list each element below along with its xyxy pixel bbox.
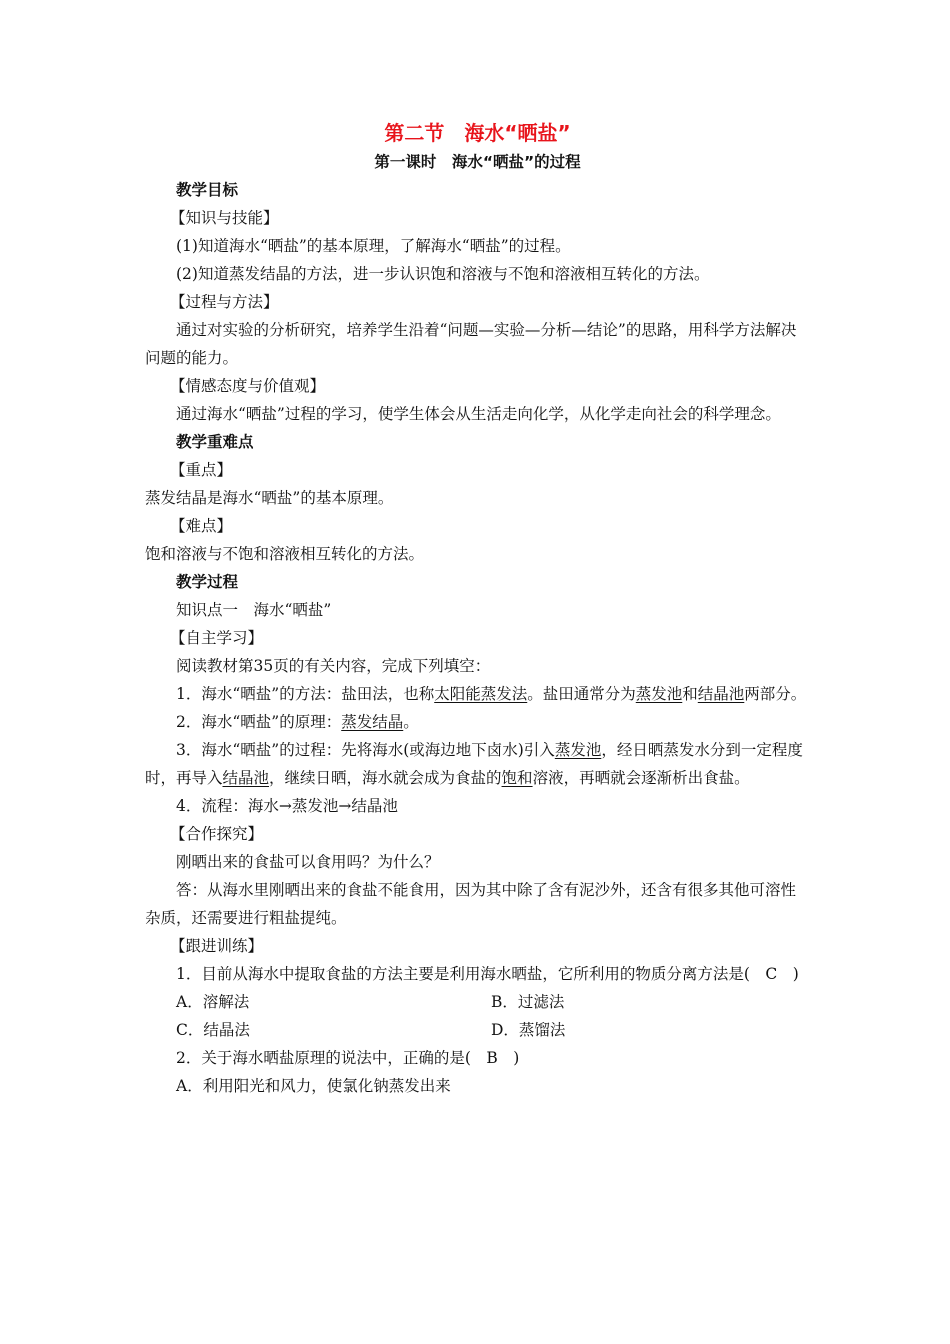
section-heading-key: 教学重难点 (176, 433, 254, 451)
answer-blank: 蒸发池 (554, 741, 602, 759)
skill-item-1: (1)知道海水“晒盐”的基本原理，了解海水“晒盐”的过程。 (176, 237, 571, 255)
attitude-text: 通过海水“晒盐”过程的学习，使学生体会从生活走向化学，从化学走向社会的科学理念。 (176, 405, 781, 423)
label-cooperation: 【合作探究】 (170, 825, 264, 843)
fill-question-3: 3．海水“晒盐”的过程：先将海水(或海边地下卤水)引入蒸发池，经日晒蒸发水分到一定程度时，再导入结晶池，继续日晒，海水就会成为食盐的饱和溶液，再晒就会逐渐析出食盐。 (145, 741, 803, 787)
cooperation-answer: 答：从海水里刚晒出来的食盐不能食用，因为其中除了含有泥沙外，还含有很多其他可溶性杂质，还需要进行粗盐提纯。 (145, 881, 797, 927)
training-question-2: 2．关于海水晒盐原理的说法中，正确的是( B ) (176, 1049, 520, 1067)
label-self-study: 【自主学习】 (170, 629, 264, 647)
page-title: 第二节 海水“晒盐” (384, 121, 571, 145)
process-text: 通过对实验的分析研究，培养学生沿着“问题—实验—分析—结论”的思路，用科学方法解决问题的能力。 (145, 321, 797, 367)
question-1-options (145, 1016, 810, 1044)
section-heading-process: 教学过程 (176, 573, 239, 591)
label-skills: 【知识与技能】 (170, 209, 279, 227)
answer-blank: 饱和 (501, 769, 533, 787)
label-difficulty: 【难点】 (170, 517, 233, 535)
option-d: D．蒸馏法 (491, 1021, 566, 1039)
fill-question-4: 4．流程：海水→蒸发池→结晶池 (176, 797, 398, 815)
knowledge-point-1: 知识点一 海水“晒盐” (176, 601, 332, 619)
fill-question-2: 2．海水“晒盐”的原理：蒸发结晶。 (176, 713, 419, 731)
answer-blank: 蒸发结晶 (341, 713, 404, 731)
training-question-1: 1．目前从海水中提取食盐的方法主要是利用海水晒盐，它所利用的物质分离方法是( C ) (176, 965, 799, 983)
option-c: C．结晶法 (176, 1021, 250, 1039)
label-training: 【跟进训练】 (170, 937, 264, 955)
document-content (145, 118, 810, 1100)
label-attitude: 【情感态度与价值观】 (170, 377, 326, 395)
self-study-intro: 阅读教材第35页的有关内容，完成下列填空： (176, 657, 491, 675)
answer-blank: 蒸发池 (635, 685, 683, 703)
label-process: 【过程与方法】 (170, 293, 279, 311)
skill-item-2: (2)知道蒸发结晶的方法，进一步认识饱和溶液与不饱和溶液相互转化的方法。 (176, 265, 710, 283)
answer-blank: 结晶池 (697, 685, 745, 703)
key-text: 蒸发结晶是海水“晒盐”的基本原理。 (145, 489, 394, 507)
section-heading-goals: 教学目标 (176, 181, 239, 199)
answer-blank: 太阳能蒸发法 (434, 685, 528, 703)
cooperation-question: 刚晒出来的食盐可以食用吗？为什么？ (176, 853, 440, 871)
option-b: B．过滤法 (491, 993, 565, 1011)
page-subtitle: 第一课时 海水“晒盐”的过程 (374, 153, 581, 171)
difficulty-text: 饱和溶液与不饱和溶液相互转化的方法。 (145, 545, 425, 563)
question-1-options (145, 988, 810, 1016)
option-a: A．溶解法 (176, 993, 250, 1011)
label-key: 【重点】 (170, 461, 233, 479)
question-2-option-a: A．利用阳光和风力，使氯化钠蒸发出来 (176, 1077, 451, 1095)
answer-blank: 结晶池 (222, 769, 270, 787)
fill-question-1: 1．海水“晒盐”的方法：盐田法，也称太阳能蒸发法。盐田通常分为蒸发池和结晶池两部分。 (176, 685, 807, 703)
